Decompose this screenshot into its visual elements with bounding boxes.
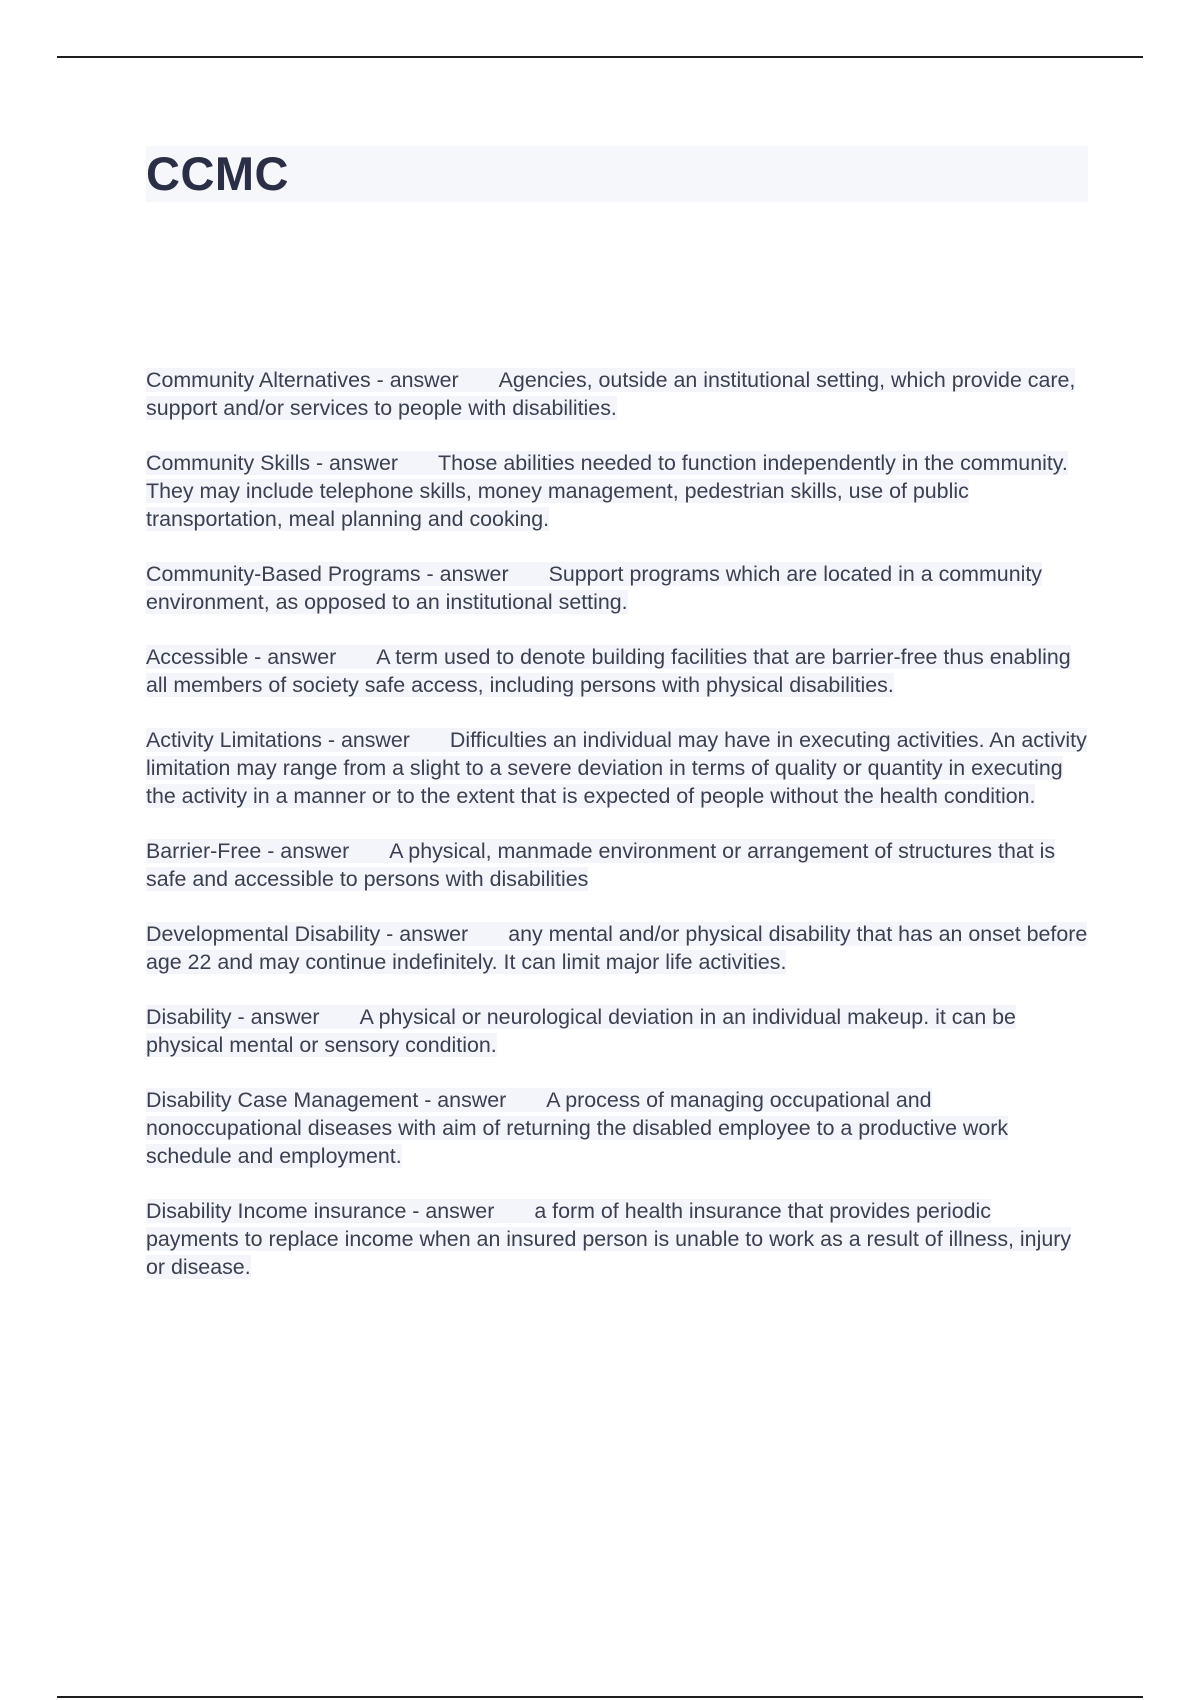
entry-term: Activity Limitations - answer — [146, 728, 410, 752]
glossary-entry — [146, 643, 1088, 699]
entry-term: Disability Case Management - answer — [146, 1088, 507, 1112]
entry-term: Community-Based Programs - answer — [146, 562, 509, 586]
bottom-rule — [57, 1696, 1143, 1698]
entry-term: Disability - answer — [146, 1005, 320, 1029]
entry-term: Accessible - answer — [146, 645, 337, 669]
entry-term: Community Skills - answer — [146, 451, 398, 475]
entry-definition: Agencies, outside an institutional setting, which provide care, support and/or services to people with disabilities. — [146, 368, 1076, 420]
glossary-list — [146, 366, 1088, 1308]
glossary-entry — [146, 837, 1088, 893]
glossary-entry — [146, 449, 1088, 533]
top-rule — [57, 56, 1143, 58]
glossary-entry — [146, 1003, 1088, 1059]
entry-term: Community Alternatives - answer — [146, 368, 459, 392]
entry-definition: a form of health insurance that provides periodic payments to replace income when an insured person is unable to work as a result of illness, injury or disease. — [146, 1199, 1072, 1279]
entry-term: Developmental Disability - answer — [146, 922, 469, 946]
entry-definition: any mental and/or physical disability that has an onset before age 22 and may continue indefinitely. It can limit major life activities. — [146, 922, 1088, 974]
glossary-entry — [146, 920, 1088, 976]
entry-definition: Support programs which are located in a community environment, as opposed to an institutional setting. — [146, 562, 1042, 614]
entry-definition: Those abilities needed to function independently in the community. They may include telephone skills, money management, pedestrian skills, use of public transportation, meal planning and cooking. — [146, 451, 1068, 531]
entry-definition: Difficulties an individual may have in executing activities. An activity limitation may range from a slight to a severe deviation in terms of quality or quantity in executing the activity in a manner or to the extent that is expected of people without the health condition. — [146, 728, 1087, 808]
entry-term: Barrier-Free - answer — [146, 839, 350, 863]
glossary-entry — [146, 366, 1088, 422]
entry-term: Disability Income insurance - answer — [146, 1199, 495, 1223]
entry-definition: A term used to denote building facilities that are barrier-free thus enabling all members of society safe access, including persons with physical disabilities. — [146, 645, 1071, 697]
glossary-entry — [146, 560, 1088, 616]
entry-definition: A physical, manmade environment or arrangement of structures that is safe and accessible to persons with disabilities — [146, 839, 1056, 891]
glossary-entry — [146, 1197, 1088, 1281]
entry-definition: A process of managing occupational and nonoccupational diseases with aim of returning the disabled employee to a productive work schedule and employment. — [146, 1088, 1009, 1168]
glossary-entry — [146, 726, 1088, 810]
page-title: CCMC — [146, 147, 289, 200]
glossary-entry — [146, 1086, 1088, 1170]
entry-definition: A physical or neurological deviation in an individual makeup. it can be physical mental or sensory condition. — [146, 1005, 1016, 1057]
